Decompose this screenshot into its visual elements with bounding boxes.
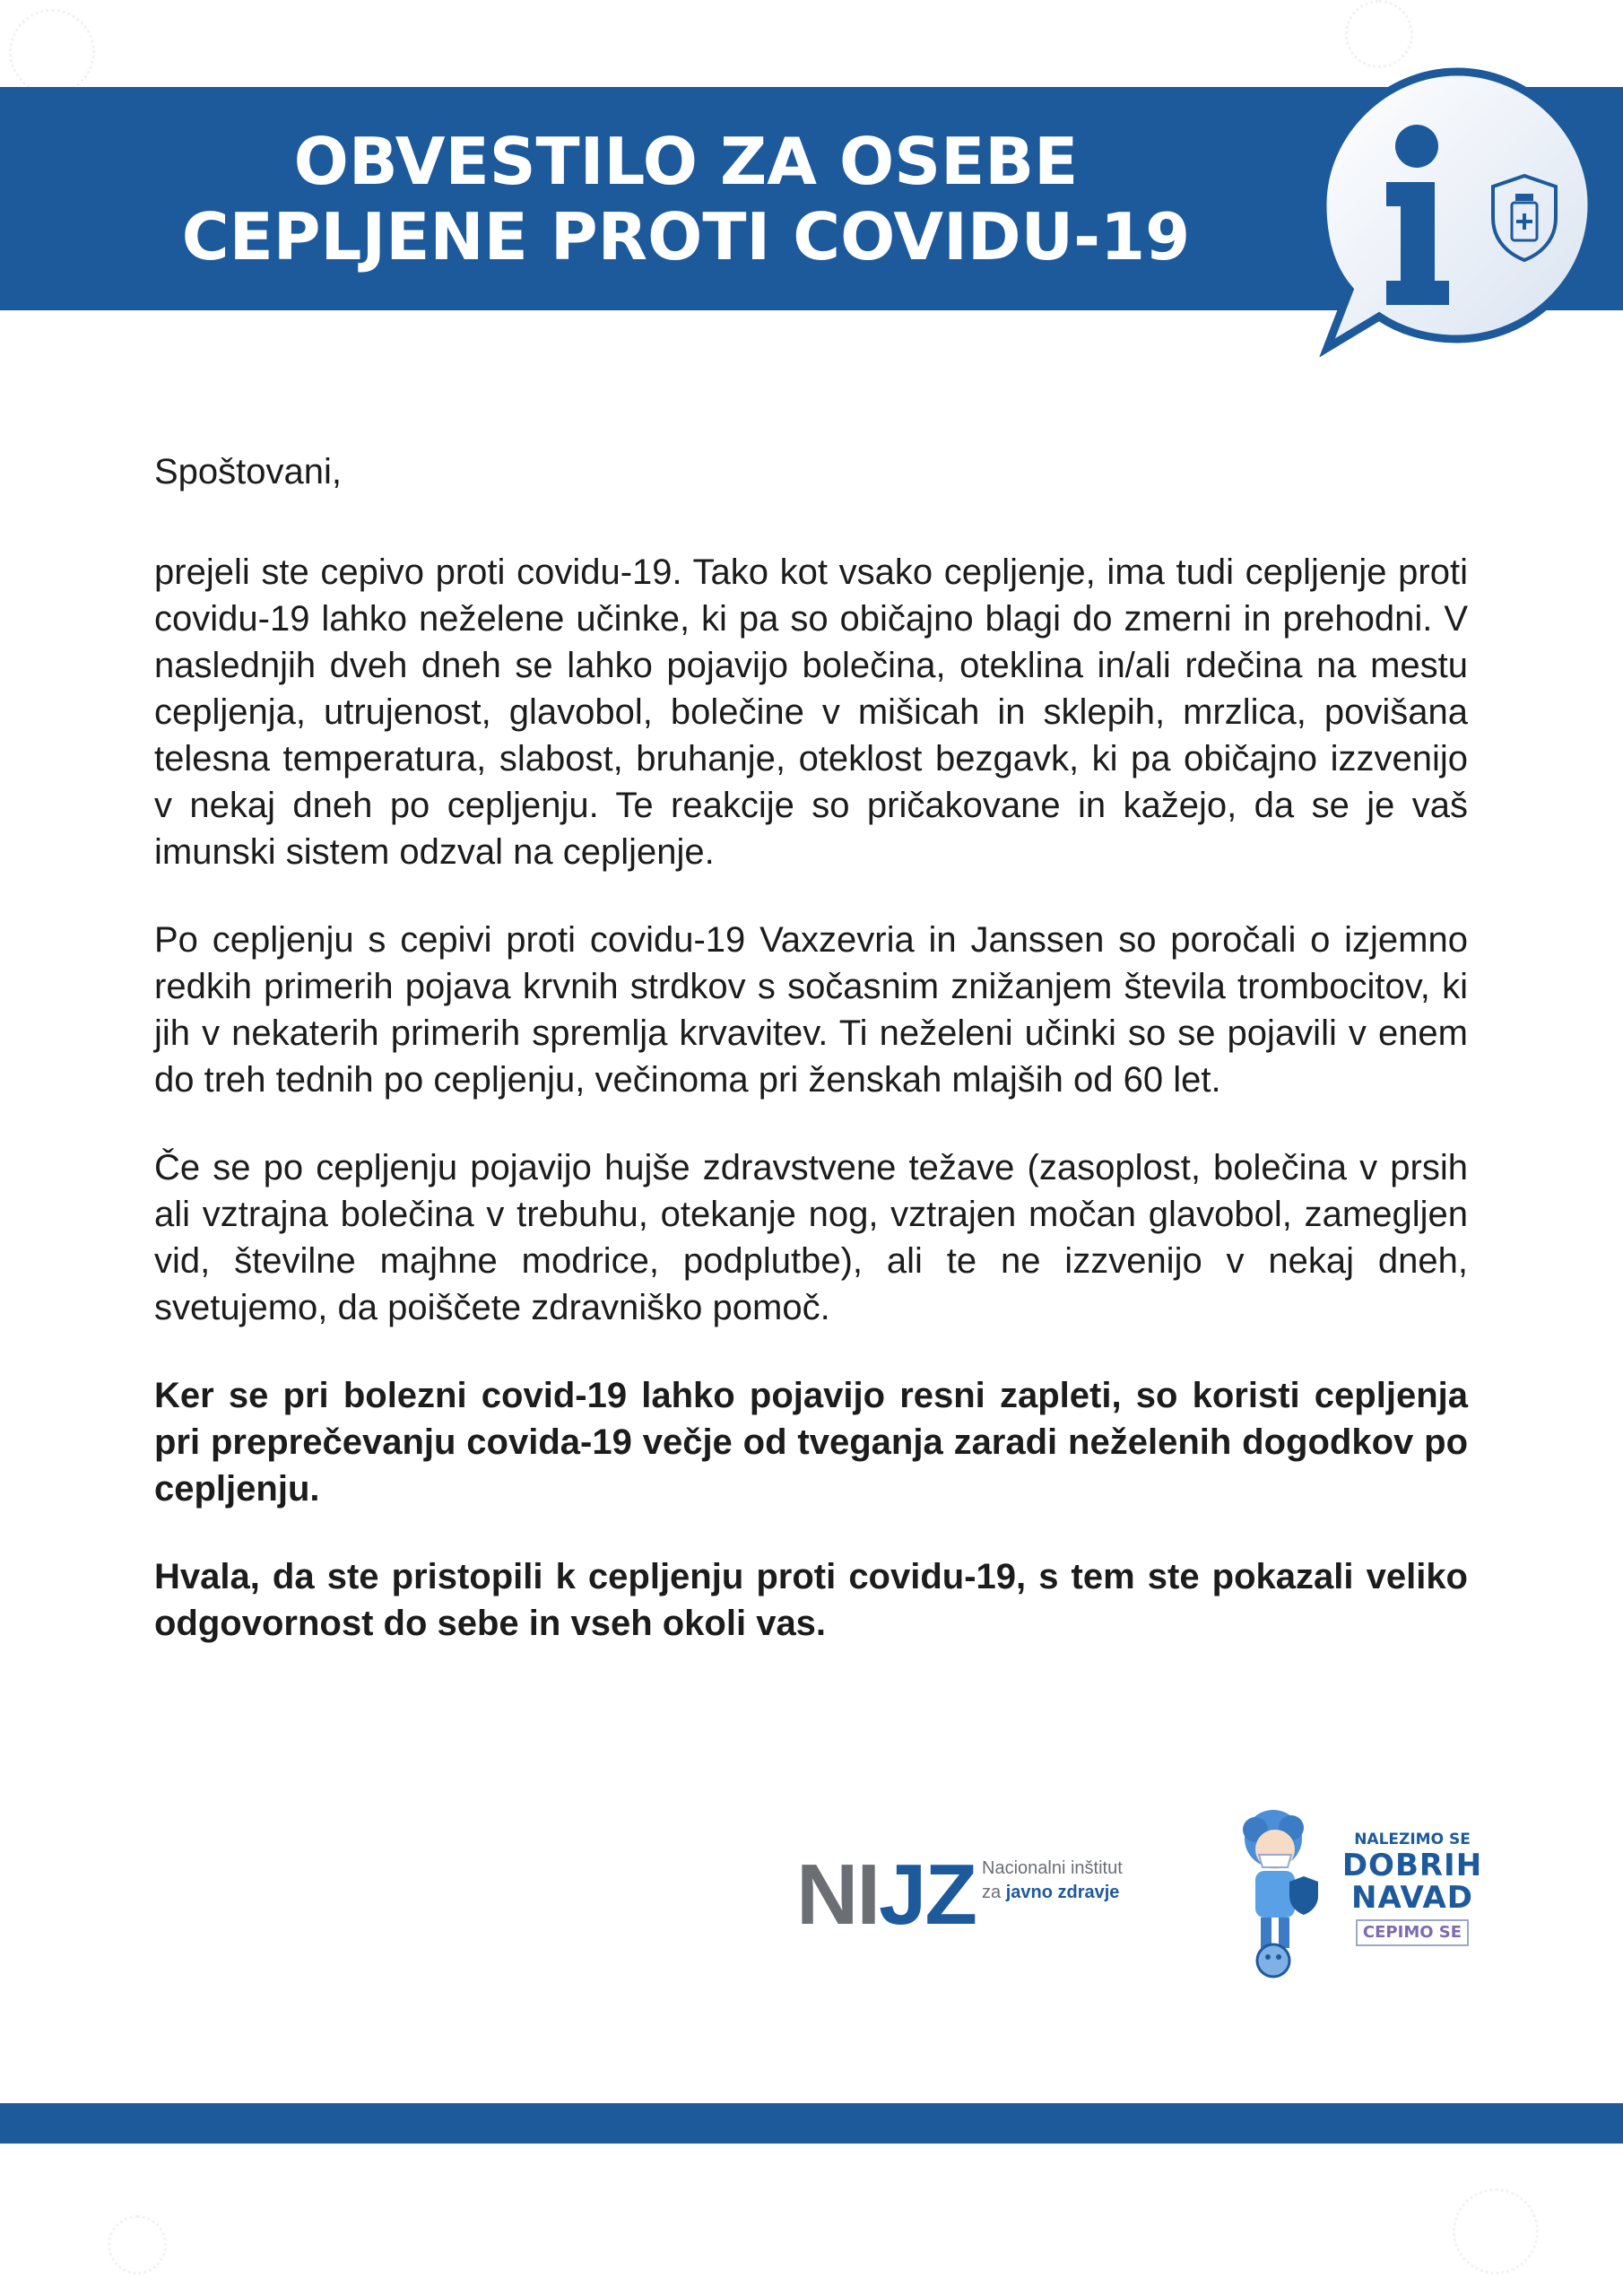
- page-title: [0, 87, 1372, 310]
- greeting: Spoštovani,: [154, 452, 343, 491]
- campaign-line-3: NAVAD: [1350, 1880, 1473, 1916]
- campaign-logo: [1341, 1830, 1484, 1946]
- background-virus-decoration: [9, 9, 95, 95]
- footer-banner: [0, 2103, 1623, 2144]
- title-line-2: CEPLJENE PROTI COVIDU-19: [181, 198, 1191, 274]
- nijz-logo: [796, 1847, 976, 1951]
- title-line-1: OBVESTILO ZA OSEBE: [293, 123, 1079, 199]
- nijz-logo-letters-gray: NI: [796, 1847, 879, 1943]
- campaign-tag: CEPIMO SE: [1356, 1919, 1469, 1946]
- nijz-logo-letters-blue: JZ: [879, 1847, 976, 1943]
- paragraph-thanks: Hvala, da ste pristopili k cepljenju proti covidu-19, s tem ste pokazali veliko odgovornost do sebe in vseh okoli vas.: [154, 1557, 1468, 1643]
- nijz-name-line-2-prefix: za: [982, 1883, 1006, 1902]
- paragraph-benefits: Ker se pri bolezni covid-19 lahko pojavijo resni zapleti, so koristi cepljenja pri preprečevanju covida-19 večje od tveganja zaradi neželenih dogodkov po cepljenju.: [154, 1376, 1468, 1509]
- campaign-line-1: NALEZIMO SE: [1354, 1831, 1471, 1848]
- info-icon: [1300, 61, 1605, 357]
- background-virus-decoration: [1453, 2188, 1539, 2274]
- campaign-line-2: DOBRIH: [1341, 1848, 1483, 1883]
- nijz-name-line-1: Nacionalni inštitut: [982, 1858, 1123, 1878]
- paragraph-side-effects: prejeli ste cepivo proti covidu-19. Tako kot vsako cepljenje, ima tudi cepljenje proti covidu-19 lahko neželene učinke, ki pa so običajno blagi do zmerni in prehodni. V naslednjih dveh dneh se lahko pojavijo bolečina, oteklina in/ali rdečina na mestu cepljenja, utrujenost, glavobol, bolečine v mišicah in sklepih, mrzlica, povišana telesna temperatura, slabost, bruhanje, oteklost bezgavk, ki pa običajno izzvenijo v nekaj dneh po cepljenju. Te reakcije so pričakovane in kažejo, da se je vaš imunski sistem odzval na cepljenje.: [154, 552, 1468, 872]
- nijz-name-line-2-strong: javno zdravje: [1005, 1883, 1120, 1902]
- paragraph-seek-help: Če se po cepljenju pojavijo hujše zdravstvene težave (zasoplost, bolečina v prsih ali vztrajna bolečina v trebuhu, otekanje nog, vztrajen močan glavobol, zamegljen vid, številne majhne modrice, podplutbe), ali te ne izzvenijo v nekaj dneh, svetujemo, da poiščete zdravniško pomoč.: [154, 1148, 1468, 1327]
- nijz-name-line-2: [982, 1881, 1123, 1905]
- paragraph-blood-clots: Po cepljenju s cepivi proti covidu-19 Vaxzevria in Janssen so poročali o izjemno redkih primerih pojava krvnih strdkov s sočasnim znižanjem števila trombocitov, ki jih v nekaterih primerih spremlja krvavitev. Ti neželeni učinki so se pojavili v enem do treh tednih po cepljenju, večinoma pri ženskah mlajših od 60 let.: [154, 920, 1468, 1100]
- footer-logos: [789, 1803, 1506, 1982]
- campaign-mascot-icon: [1228, 1803, 1327, 1982]
- background-virus-decoration: [108, 2215, 167, 2274]
- nijz-logo-text: [982, 1857, 1123, 1905]
- letter-body: [154, 448, 1468, 1688]
- background-virus-decoration: [1345, 0, 1413, 68]
